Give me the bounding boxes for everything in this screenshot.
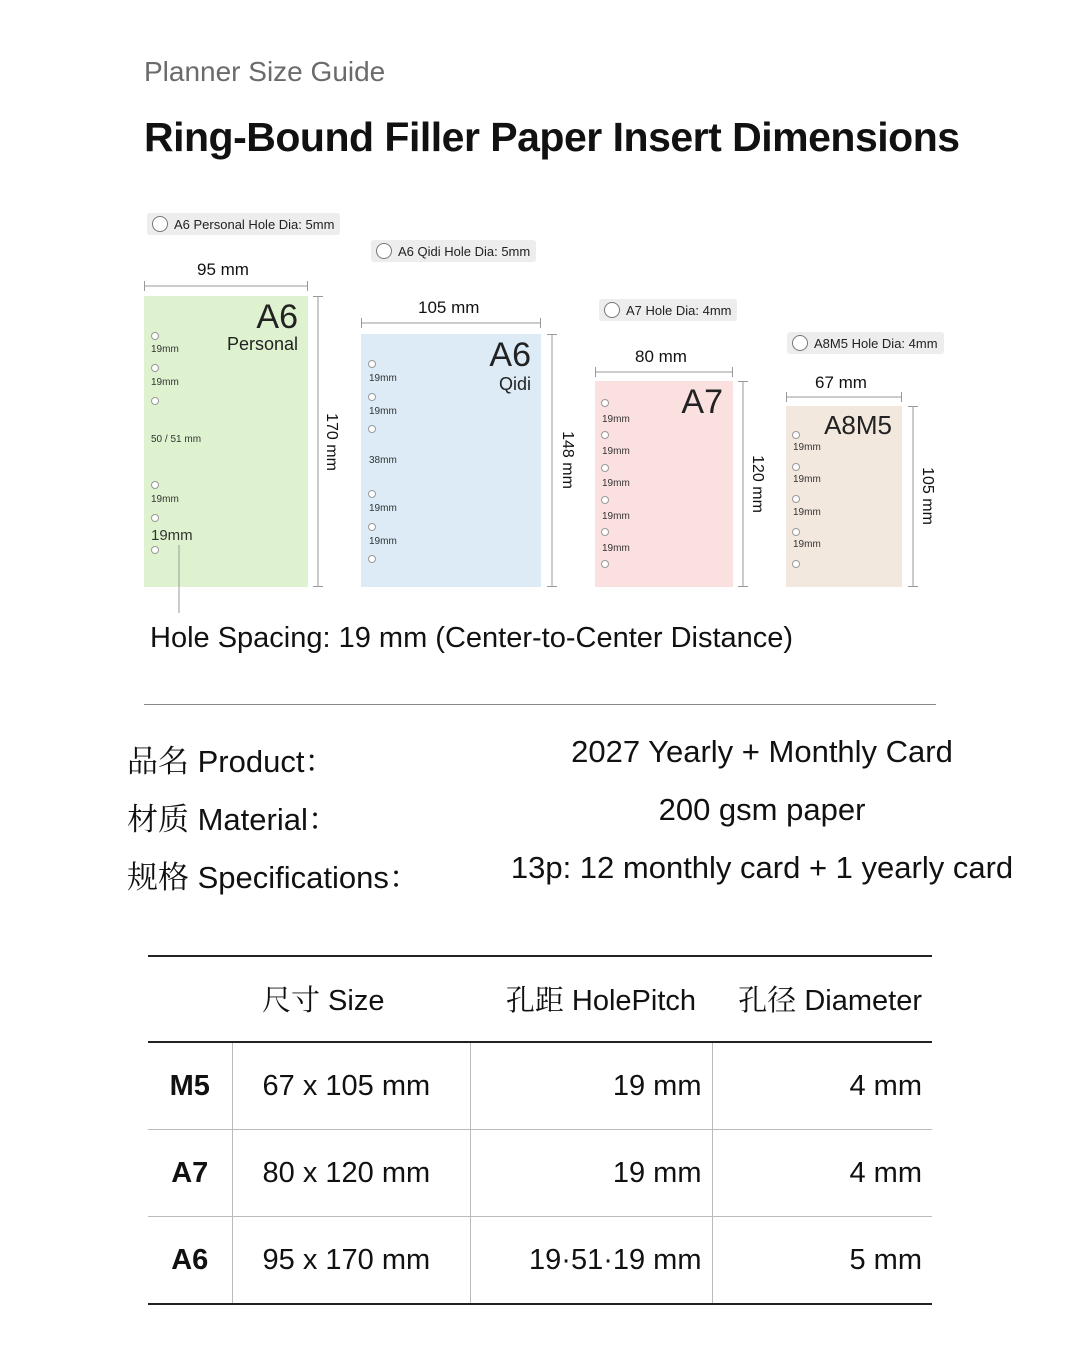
ring-hole — [368, 393, 376, 401]
ring-hole — [601, 431, 609, 439]
a7-hole-badge — [599, 299, 737, 321]
a6-qidi-height-label: 148 mm — [558, 431, 576, 489]
a7-width-dimension-line — [595, 367, 735, 377]
paper-size-subname: Personal — [226, 334, 298, 354]
page-title: Ring-Bound Filler Paper Insert Dimensions — [144, 114, 960, 160]
hole-circle-icon — [792, 335, 808, 351]
header-size: 尺寸 Size — [262, 984, 385, 1017]
section-divider — [144, 704, 936, 705]
hole-spacing-label: 19mm — [151, 344, 179, 355]
row-hole-pitch: 19 mm — [470, 1130, 712, 1217]
ring-hole — [792, 431, 800, 439]
hole-circle-icon — [376, 243, 392, 259]
guide-subtitle: Planner Size Guide — [144, 56, 386, 87]
table-row — [148, 1217, 932, 1305]
row-model: A6 — [148, 1217, 232, 1305]
ring-hole — [151, 481, 159, 489]
a6-qidi-width-dimension-line — [361, 318, 543, 328]
product-value: 2027 Yearly + Monthly Card — [571, 734, 953, 769]
a6-qidi-hole-badge — [371, 240, 536, 262]
hole-spacing-label: 19mm — [602, 543, 630, 554]
a8m5-hole-badge — [787, 332, 944, 354]
ring-hole — [368, 360, 376, 368]
a6-personal-width-dimension-line — [144, 281, 310, 291]
table-row — [148, 1130, 932, 1217]
hole-spacing-label: 19mm — [602, 478, 630, 489]
hole-spacing-label: 19mm — [151, 377, 179, 388]
badge-label: A7 Hole Dia: 4mm — [626, 302, 732, 318]
ring-hole — [151, 514, 159, 522]
a6-personal-paper — [144, 296, 308, 587]
product-label: 品名 Product： — [127, 744, 336, 779]
ring-hole — [792, 495, 800, 503]
ring-hole — [792, 463, 800, 471]
a6-qidi-width-label: 105 mm — [418, 298, 480, 317]
paper-size-name: A7 — [681, 383, 723, 421]
hole-circle-icon — [604, 302, 620, 318]
hole-spacing-label: 19mm — [602, 446, 630, 457]
ring-hole — [368, 490, 376, 498]
hole-spacing-label: 19mm — [602, 414, 630, 425]
a6-qidi-paper — [361, 334, 541, 587]
table-header-row — [148, 955, 932, 1042]
hole-spacing-label: 19mm — [793, 539, 821, 550]
ring-hole — [151, 397, 159, 405]
row-diameter: 4 mm — [849, 1156, 922, 1189]
hole-spacing-label: 50 / 51 mm — [151, 434, 202, 445]
ring-hole — [368, 523, 376, 531]
ring-hole — [601, 560, 609, 568]
ring-hole — [601, 528, 609, 536]
row-model: M5 — [148, 1042, 232, 1130]
hole-spacing-label: 19mm — [793, 507, 821, 518]
row-size: 67 x 105 mm — [232, 1042, 470, 1130]
row-size: 95 x 170 mm — [232, 1217, 470, 1305]
ring-hole — [151, 546, 159, 554]
header-model — [148, 955, 232, 1042]
hole-spacing-label: 19mm — [369, 536, 397, 547]
paper-size-name: A6 — [256, 298, 298, 336]
a7-height-label: 120 mm — [748, 455, 766, 513]
hole-spacing-label: 38mm — [369, 455, 397, 466]
row-diameter: 4 mm — [849, 1069, 922, 1102]
hole-spacing-label-highlight: 19mm — [151, 527, 193, 544]
hole-spacing-label: 19mm — [793, 474, 821, 485]
size-spec-table — [148, 955, 932, 1305]
hole-spacing-label: 19mm — [369, 406, 397, 417]
a6-personal-width-label: 95 mm — [197, 260, 249, 279]
row-model: A7 — [148, 1130, 232, 1217]
badge-label: A8M5 Hole Dia: 4mm — [814, 335, 938, 351]
hole-spacing-note: Hole Spacing: 19 mm (Center-to-Center Distance) — [150, 622, 794, 654]
paper-size-subname: Qidi — [498, 374, 531, 394]
ring-hole — [792, 560, 800, 568]
hole-spacing-label: 19mm — [369, 373, 397, 384]
material-label: 材质 Material： — [127, 802, 339, 837]
ring-hole — [601, 496, 609, 504]
a8m5-width-label: 67 mm — [815, 373, 867, 392]
a8m5-height-label: 105 mm — [918, 467, 936, 525]
a6-personal-height-label: 170 mm — [322, 413, 340, 471]
badge-label: A6 Qidi Hole Dia: 5mm — [398, 243, 531, 259]
row-diameter: 5 mm — [849, 1243, 922, 1276]
ring-hole — [368, 555, 376, 563]
a6-personal-hole-badge — [147, 213, 340, 235]
row-hole-pitch: 19 mm — [470, 1042, 712, 1130]
ring-hole — [151, 364, 159, 372]
hole-spacing-label: 19mm — [151, 494, 179, 505]
table-row — [148, 1042, 932, 1130]
hole-spacing-label: 19mm — [793, 442, 821, 453]
header-diameter: 孔径 Diameter — [738, 984, 922, 1017]
specifications-value: 13p: 12 monthly card + 1 yearly card — [510, 850, 1014, 885]
hole-circle-icon — [152, 216, 168, 232]
ring-hole — [151, 332, 159, 340]
ring-hole — [368, 425, 376, 433]
hole-spacing-label: 19mm — [369, 503, 397, 514]
hole-spacing-label: 19mm — [602, 511, 630, 522]
a8m5-paper — [786, 406, 902, 587]
ring-hole — [792, 528, 800, 536]
row-size: 80 x 120 mm — [232, 1130, 470, 1217]
header-hole-pitch: 孔距 HolePitch — [505, 984, 696, 1017]
ring-hole — [601, 399, 609, 407]
specifications-label: 规格 Specifications： — [127, 860, 420, 895]
a8m5-width-dimension-line — [786, 392, 904, 402]
row-hole-pitch: 19·51·19 mm — [470, 1217, 712, 1305]
paper-size-name: A6 — [489, 336, 531, 374]
material-value: 200 gsm paper — [658, 792, 866, 827]
a7-width-label: 80 mm — [635, 347, 687, 366]
ring-hole — [601, 464, 609, 472]
hole-spacing-pointer-line — [174, 545, 184, 615]
a7-paper — [595, 381, 733, 587]
badge-label: A6 Personal Hole Dia: 5mm — [174, 216, 335, 232]
paper-size-name: A8M5 — [824, 410, 892, 440]
